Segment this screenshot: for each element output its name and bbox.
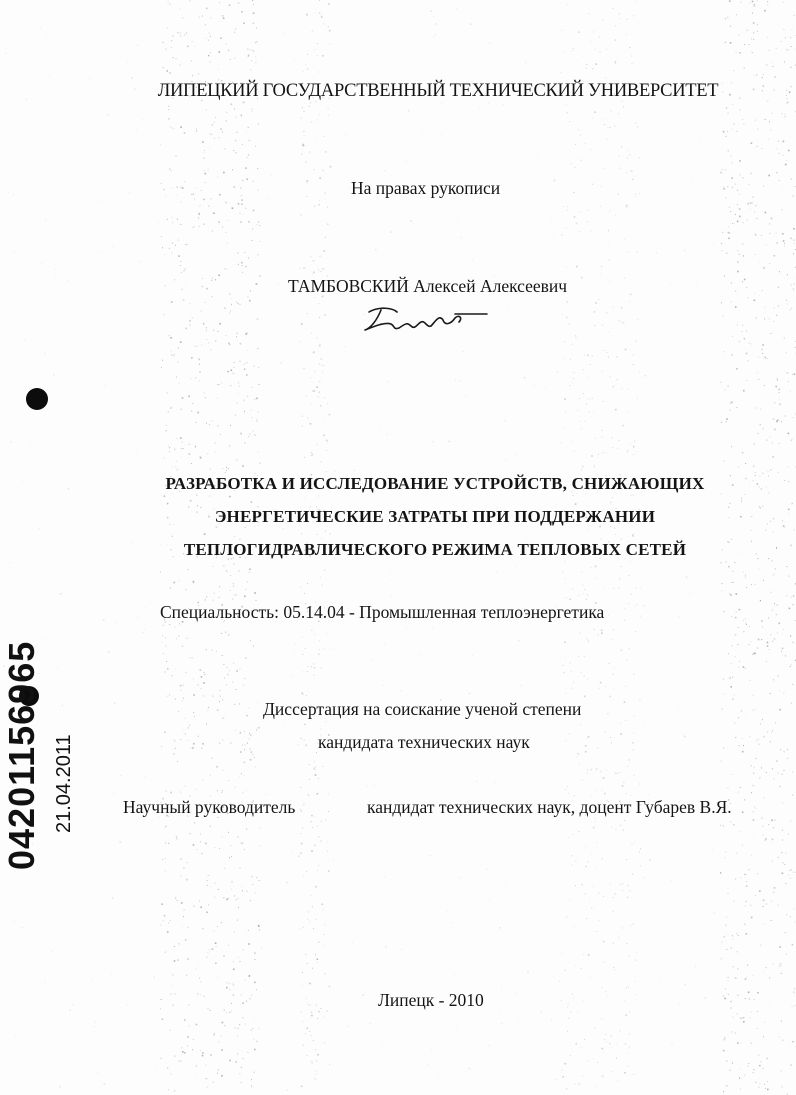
library-stamp-code: 04201156965 (1, 640, 42, 870)
punch-hole-top (26, 388, 48, 410)
university-name: ЛИПЕЦКИЙ ГОСУДАРСТВЕННЫЙ ТЕХНИЧЕСКИЙ УНИВЕРСИТЕТ (157, 81, 719, 101)
library-stamp-date: 21.04.2011 (53, 734, 75, 833)
thesis-title-line-1: РАЗРАБОТКА И ИССЛЕДОВАНИЕ УСТРОЙСТВ, СНИЖАЮЩИХ (165, 474, 705, 493)
city-year: Липецк - 2010 (378, 990, 484, 1010)
supervisor-label: Научный руководитель (123, 797, 296, 817)
specialty: Специальность: 05.14.04 - Промышленная теплоэнергетика (160, 602, 605, 622)
thesis-title-line-2: ЭНЕРГЕТИЧЕСКИЕ ЗАТРАТЫ ПРИ ПОДДЕРЖАНИИ (214, 507, 656, 526)
manuscript-note: На правах рукописи (351, 178, 501, 198)
supervisor-value: кандидат технических наук, доцент Губарев В.Я. (367, 797, 732, 817)
author-signature (355, 300, 495, 340)
author-name: ТАМБОВСКИЙ Алексей Алексеевич (288, 276, 568, 296)
dissertation-line-1: Диссертация на соискание ученой степени (263, 699, 582, 719)
thesis-title-line-3: ТЕПЛОГИДРАВЛИЧЕСКОГО РЕЖИМА ТЕПЛОВЫХ СЕТЕЙ (183, 540, 687, 559)
dissertation-line-2: кандидата технических наук (318, 732, 530, 752)
